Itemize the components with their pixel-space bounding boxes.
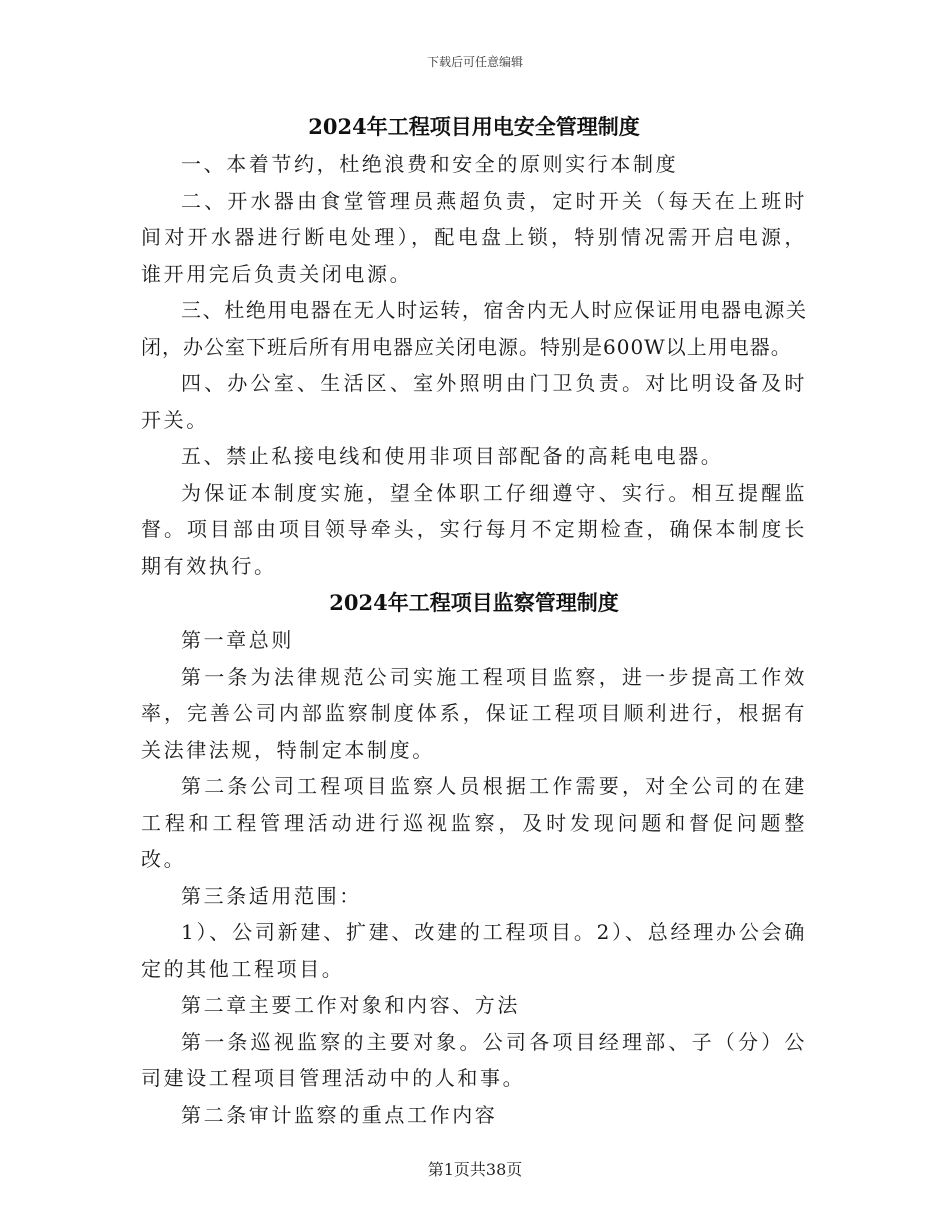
section-title-electricity: 2024年工程项目用电安全管理制度 bbox=[308, 114, 640, 139]
paragraph: 第一章总则 bbox=[181, 628, 294, 652]
paragraph: 一、本着节约，杜绝浪费和安全的原则实行本制度 bbox=[181, 152, 679, 176]
paragraph: 第二条审计监察的重点工作内容 bbox=[181, 1102, 498, 1127]
paragraph: 二、开水器由食堂管理员燕超负责，定时开关（每天在上班时间对开水器进行断电处理），配电盘上锁，特别情况需开启电源，谁开用完后负责关闭电源。 bbox=[141, 188, 807, 286]
paragraph: 五、禁止私接电线和使用非项目部配备的高耗电电器。 bbox=[181, 444, 724, 468]
section-title-supervision: 2024年工程项目监察管理制度 bbox=[329, 590, 619, 615]
paragraph: 三、杜绝用电器在无人时运转，宿舍内无人时应保证用电器电源关闭，办公室下班后所有用电器应关闭电源。特别是600W以上用电器。 bbox=[141, 298, 807, 359]
paragraph: 四、办公室、生活区、室外照明由门卫负责。对比明设备及时开关。 bbox=[141, 371, 807, 432]
document-body bbox=[141, 108, 807, 1133]
page-footer: 第1页共38页 bbox=[427, 1160, 523, 1179]
page-header: 下载后可任意编辑 bbox=[426, 55, 523, 69]
paragraph: 1）、公司新建、扩建、改建的工程项目。2）、总经理办公会确定的其他工程项目。 bbox=[141, 920, 807, 981]
paragraph: 第二章主要工作对象和内容、方法 bbox=[181, 993, 520, 1017]
paragraph: 第二条公司工程项目监察人员根据工作需要，对全公司的在建工程和工程管理活动进行巡视监察，及时发现问题和督促问题整改。 bbox=[141, 774, 807, 871]
paragraph: 为保证本制度实施，望全体职工仔细遵守、实行。相互提醒监督。项目部由项目领导牵头，实行每月不定期检查，确保本制度长期有效执行。 bbox=[141, 480, 807, 578]
paragraph: 第一条巡视监察的主要对象。公司各项目经理部、子（分）公司建设工程项目管理活动中的人和事。 bbox=[141, 1029, 807, 1090]
paragraph: 第三条适用范围： bbox=[181, 883, 362, 908]
paragraph: 第一条为法律规范公司实施工程项目监察，进一步提高工作效率，完善公司内部监察制度体系，保证工程项目顺利进行，根据有关法律法规，特制定本制度。 bbox=[141, 664, 807, 762]
